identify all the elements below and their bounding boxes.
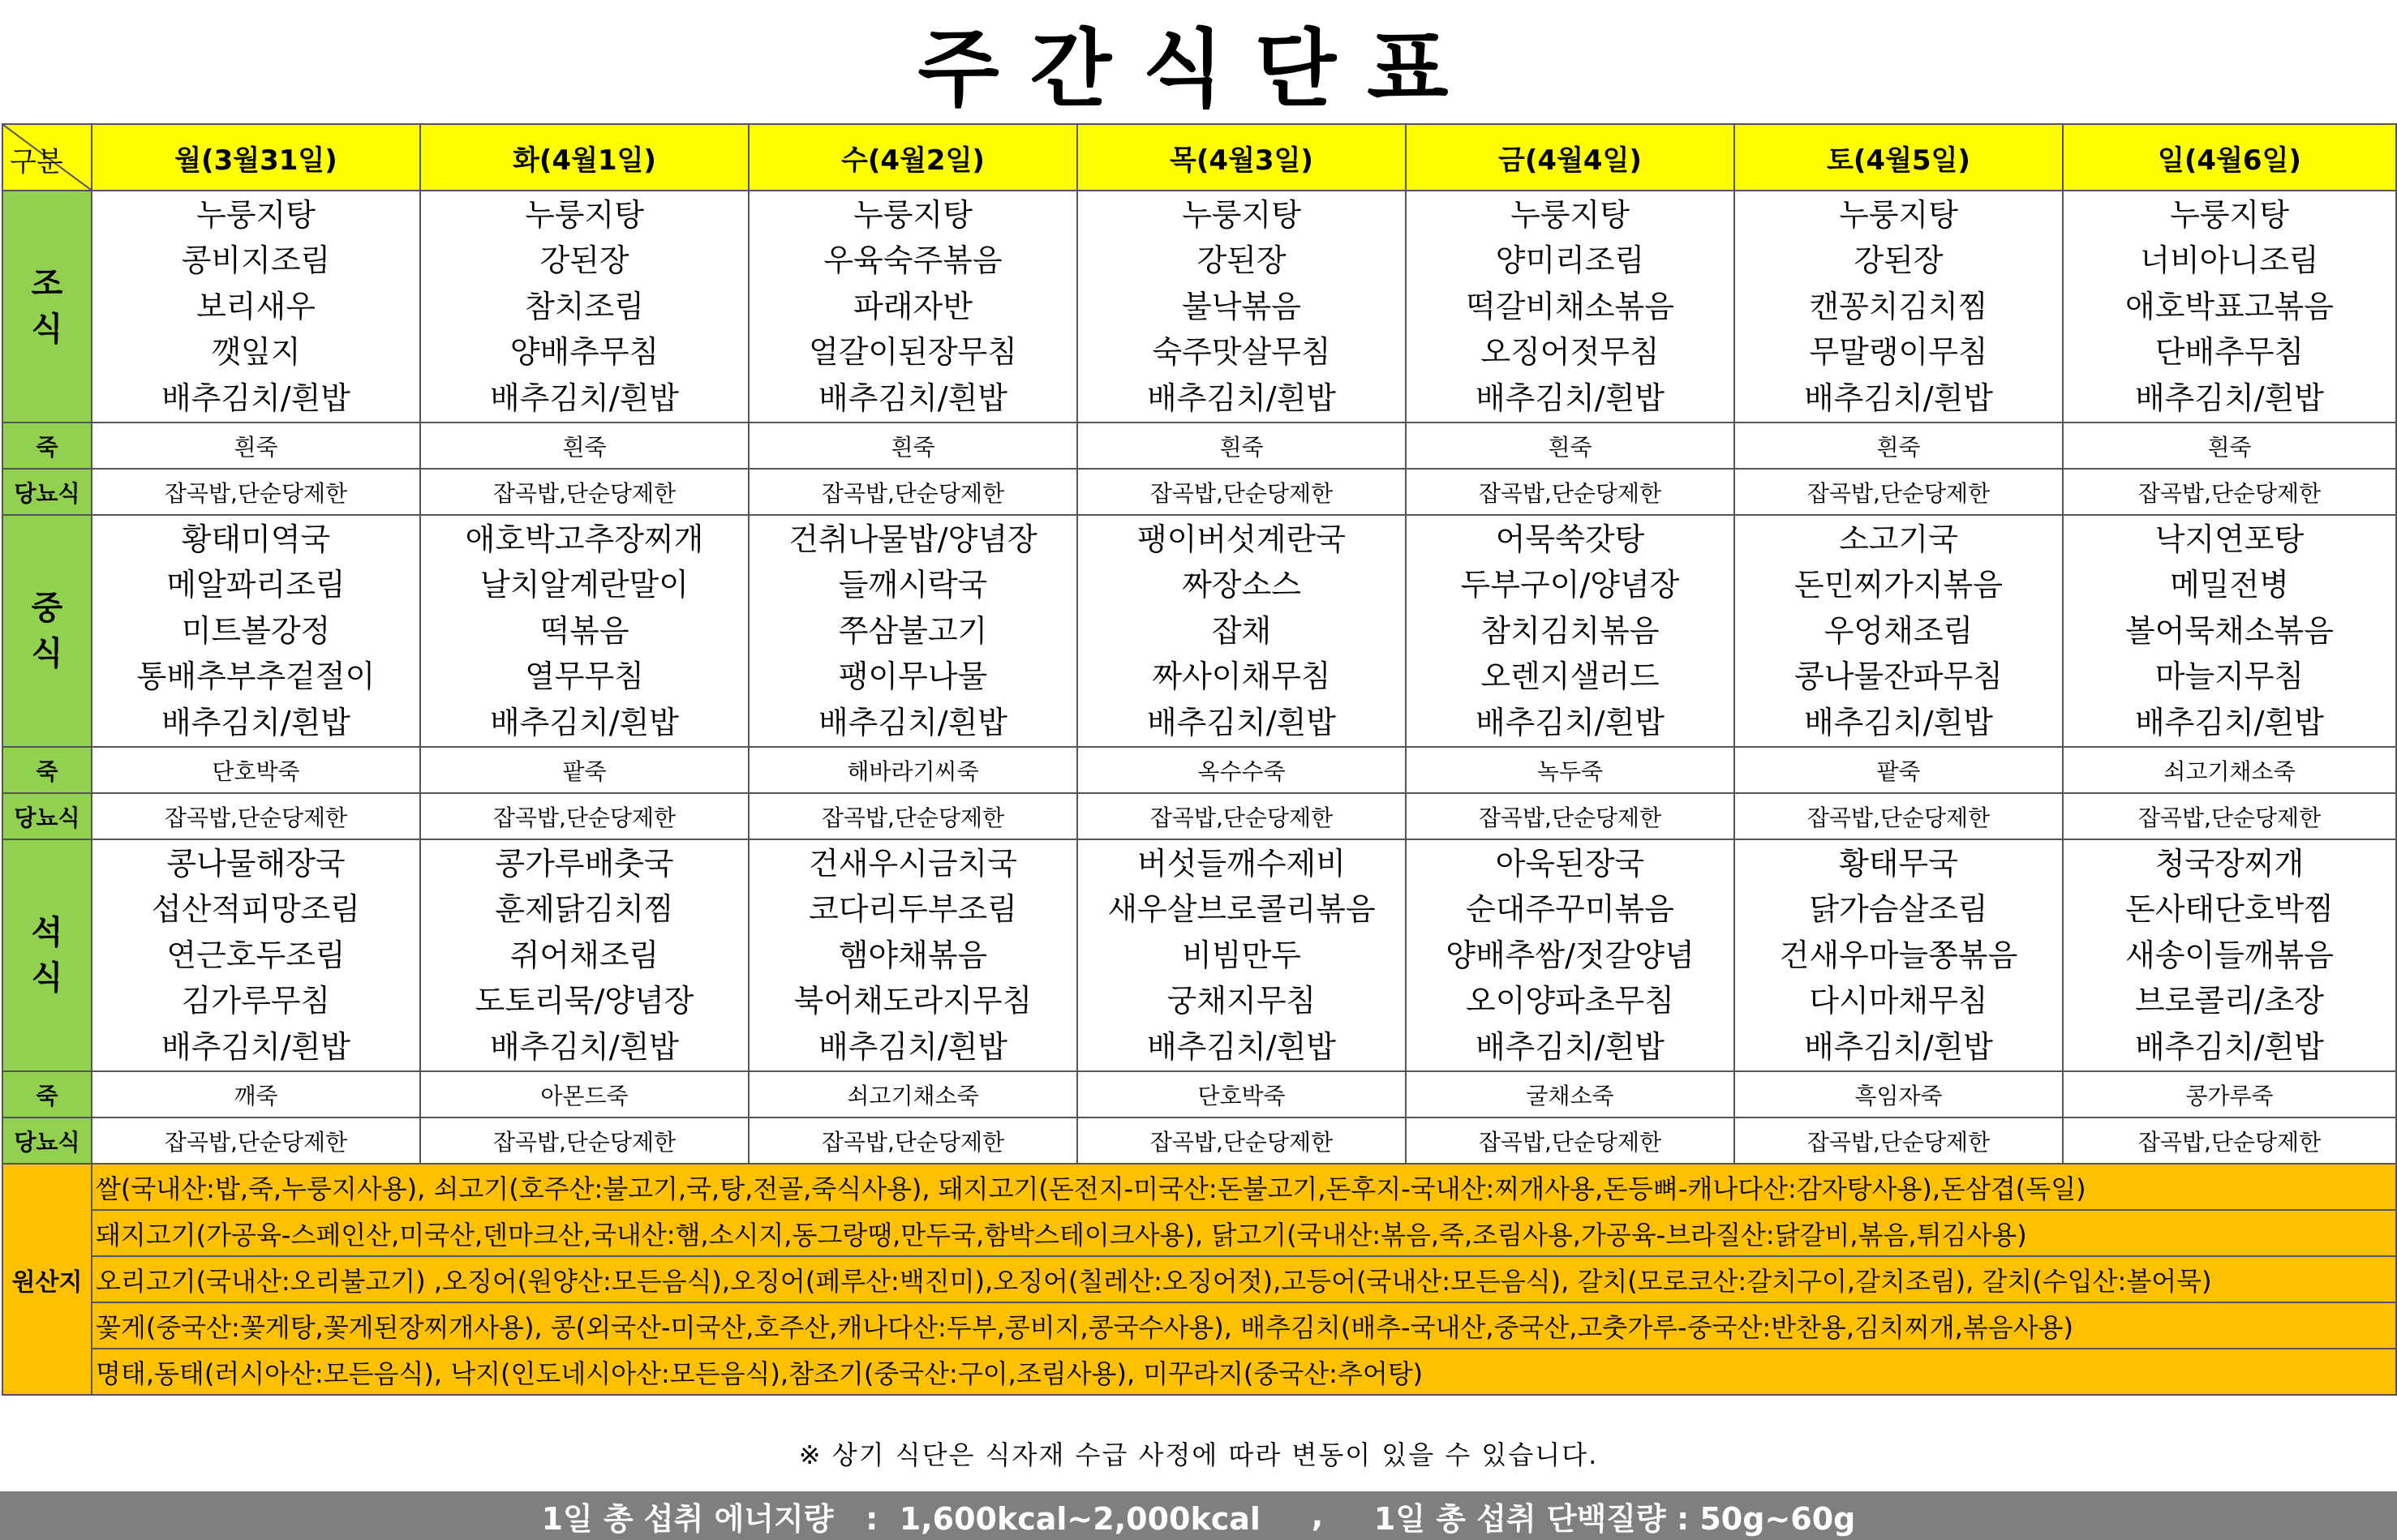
breakfast-menu-cell	[749, 191, 1077, 423]
menu-item: 두부구이/양념장	[1460, 567, 1680, 603]
menu-item: 캔꽁치김치찜	[1809, 288, 1988, 324]
breakfast-label-char: 식	[31, 311, 63, 348]
origin-line: 돼지고기(가공육-스페인산,미국산,덴마크산,국내산:햄,소시지,동그랑땡,만두국,함박스테이크사용), 닭고기(국내산:볶음,죽,조림사용,가공육-브라질산:닭갈비,볶음,튀김사용)	[92, 1210, 2396, 1256]
menu-item: 참치조림	[525, 288, 644, 324]
dinner-row	[2, 839, 2396, 1071]
day-header: 금(4월4일)	[1406, 124, 1734, 191]
menu-item: 강된장	[1196, 242, 1287, 279]
origin-row	[2, 1164, 2396, 1210]
menu-item: 통배추부추겉절이	[136, 658, 376, 695]
diabetic-cell: 잡곡밥,단순당제한	[1734, 469, 2063, 515]
menu-item: 청국장찌개	[2154, 845, 2305, 882]
porridge-cell: 흰죽	[1734, 423, 2063, 469]
menu-item: 짜장소스	[1182, 567, 1301, 603]
menu-item: 양배추무침	[509, 334, 659, 371]
menu-item: 미트볼강정	[181, 612, 331, 649]
menu-item: 우엉채조림	[1824, 612, 1974, 649]
page-title: 주간식단표	[917, 19, 1480, 118]
origin-row	[2, 1302, 2396, 1349]
menu-item: 떡볶음	[539, 612, 629, 649]
menu-item: 훈제닭김치찜	[495, 891, 674, 928]
menu-item: 배추김치/흰밥	[1475, 704, 1665, 740]
menu-item: 파래자반	[853, 288, 973, 324]
porridge-cell: 흰죽	[2063, 423, 2396, 469]
menu-item: 배추김치/흰밥	[489, 704, 680, 740]
menu-item: 배추김치/흰밥	[1475, 380, 1665, 416]
menu-item: 양미리조림	[1495, 242, 1645, 279]
diabetic-cell: 잡곡밥,단순당제한	[2063, 793, 2396, 839]
menu-item: 소고기국	[1839, 521, 1958, 557]
dinner-label-char: 석	[31, 914, 63, 951]
lunch-menu-cell	[1406, 515, 1734, 747]
diabetic-cell: 잡곡밥,단순당제한	[749, 469, 1077, 515]
menu-item: 누룽지탕	[1510, 196, 1630, 233]
menu-item: 쥐어채조림	[509, 937, 659, 973]
porridge-cell: 깨죽	[92, 1071, 420, 1117]
diabetic-label: 당뇨식	[2, 469, 92, 515]
origin-label: 원산지	[2, 1164, 92, 1395]
menu-item: 누룽지탕	[853, 196, 973, 233]
origin-line: 오리고기(국내산:오리불고기) ,오징어(원양산:모든음식),오징어(페루산:백진미),오징어(칠레산:오징어젓),고등어(국내산:모든음식), 갈치(모로코산:갈치구이,갈치조림), 갈치(수입산:볼어묵)	[92, 1256, 2396, 1302]
breakfast-menu-cell	[1734, 191, 2063, 423]
menu-item: 돈민찌가지볶음	[1794, 567, 2003, 603]
menu-item: 콩가루배춧국	[495, 845, 674, 882]
dinner-menu-cell	[1734, 839, 2063, 1071]
menu-item: 배추김치/흰밥	[161, 704, 351, 740]
diabetic-cell: 잡곡밥,단순당제한	[92, 469, 420, 515]
breakfast-menu-cell	[420, 191, 749, 423]
lunch-menu-cell	[1734, 515, 2063, 747]
menu-item: 날치알계란말이	[480, 567, 689, 603]
dinner-diabetic-row	[2, 1117, 2396, 1164]
menu-item: 깻잎지	[211, 334, 301, 371]
lunch-label-char: 중	[31, 590, 63, 627]
porridge-cell: 팥죽	[1734, 747, 2063, 793]
dinner-menu-cell	[92, 839, 420, 1071]
origin-line: 꽃게(중국산:꽃게탕,꽃게된장찌개사용), 콩(외국산-미국산,호주산,캐나다산:두부,콩비지,콩국수사용), 배추김치(배추-국내산,중국산,고춧가루-중국산:반찬용,김치찌개,볶음사용)	[92, 1302, 2396, 1349]
menu-item: 배추김치/흰밥	[489, 380, 680, 416]
porridge-cell: 흰죽	[92, 423, 420, 469]
dinner-menu-cell	[749, 839, 1077, 1071]
nutrition-footer	[0, 1491, 2397, 1540]
diabetic-cell: 잡곡밥,단순당제한	[749, 793, 1077, 839]
menu-item: 누룽지탕	[196, 196, 316, 233]
diabetic-label: 당뇨식	[2, 793, 92, 839]
header-row	[2, 124, 2396, 191]
corner-cell	[2, 124, 92, 191]
origin-row	[2, 1256, 2396, 1302]
porridge-label: 죽	[2, 747, 92, 793]
menu-item: 잡채	[1211, 612, 1272, 649]
day-header: 일(4월6일)	[2063, 124, 2396, 191]
corner-label: 구분	[10, 146, 63, 178]
menu-item: 어묵쑥갓탕	[1495, 521, 1645, 557]
menu-item: 배추김치/흰밥	[1475, 1028, 1665, 1065]
porridge-cell: 흰죽	[749, 423, 1077, 469]
menu-item: 북어채도라지무침	[793, 983, 1033, 1019]
porridge-cell: 쇠고기채소죽	[2063, 747, 2396, 793]
lunch-menu-cell	[1077, 515, 1406, 747]
origin-row	[2, 1349, 2396, 1395]
menu-item: 배추김치/흰밥	[2134, 704, 2325, 740]
menu-item: 팽이무나물	[838, 658, 988, 695]
lunch-menu-cell	[92, 515, 420, 747]
diabetic-cell: 잡곡밥,단순당제한	[1077, 793, 1406, 839]
menu-item: 콩비지조림	[181, 242, 331, 279]
dinner-menu-cell	[1406, 839, 1734, 1071]
day-header: 목(4월3일)	[1077, 124, 1406, 191]
diabetic-cell: 잡곡밥,단순당제한	[1077, 469, 1406, 515]
menu-item: 배추김치/흰밥	[2134, 380, 2325, 416]
day-header: 월(3월31일)	[92, 124, 420, 191]
diabetic-cell: 잡곡밥,단순당제한	[420, 469, 749, 515]
menu-item: 강된장	[1854, 242, 1944, 279]
menu-item: 볼어묵채소볶음	[2125, 612, 2334, 649]
menu-item: 떡갈비채소볶음	[1466, 288, 1674, 324]
menu-item: 팽이버섯계란국	[1137, 521, 1346, 557]
menu-item: 보리새우	[196, 288, 316, 324]
menu-item: 열무무침	[525, 658, 644, 695]
menu-item: 순대주꾸미볶음	[1466, 891, 1674, 928]
menu-item: 누룽지탕	[1182, 196, 1301, 233]
diabetic-cell: 잡곡밥,단순당제한	[1406, 1117, 1734, 1164]
breakfast-row	[2, 191, 2396, 423]
menu-table	[2, 123, 2397, 1396]
menu-item: 돈사태단호박찜	[2125, 891, 2334, 928]
menu-item: 마늘지무침	[2154, 658, 2305, 695]
menu-item: 햄야채볶음	[838, 937, 988, 973]
menu-item: 들깨시락국	[838, 567, 988, 603]
porridge-cell: 흰죽	[1406, 423, 1734, 469]
menu-item: 무말랭이무침	[1809, 334, 1988, 371]
diabetic-cell: 잡곡밥,단순당제한	[1406, 469, 1734, 515]
diabetic-label: 당뇨식	[2, 1117, 92, 1164]
menu-item: 오징어젓무침	[1480, 334, 1660, 371]
protein-info: 1일 총 섭취 단백질량 : 50g~60g	[1373, 1500, 1856, 1537]
breakfast-diabetic-row	[2, 469, 2396, 515]
porridge-label: 죽	[2, 1071, 92, 1117]
porridge-cell: 흑임자죽	[1734, 1071, 2063, 1117]
porridge-cell: 팥죽	[420, 747, 749, 793]
menu-item: 황태미역국	[181, 521, 331, 557]
menu-item: 건새우마늘쫑볶음	[1779, 937, 2018, 973]
menu-item: 배추김치/흰밥	[1803, 380, 1994, 416]
porridge-cell: 흰죽	[420, 423, 749, 469]
day-header: 수(4월2일)	[749, 124, 1077, 191]
porridge-cell: 아몬드죽	[420, 1071, 749, 1117]
diabetic-cell: 잡곡밥,단순당제한	[749, 1117, 1077, 1164]
diabetic-cell: 잡곡밥,단순당제한	[420, 793, 749, 839]
menu-item: 누룽지탕	[1839, 196, 1958, 233]
lunch-menu-cell	[2063, 515, 2396, 747]
diabetic-cell: 잡곡밥,단순당제한	[2063, 469, 2396, 515]
menu-item: 배추김치/흰밥	[818, 380, 1008, 416]
lunch-menu-cell	[420, 515, 749, 747]
menu-item: 콩나물잔파무침	[1794, 658, 2003, 695]
menu-item: 섭산적피망조림	[152, 891, 360, 928]
menu-item: 건새우시금치국	[809, 845, 1017, 882]
menu-item: 배추김치/흰밥	[161, 380, 351, 416]
menu-item: 연근호두조림	[166, 937, 346, 973]
menu-item: 새송이들깨볶음	[2125, 937, 2334, 973]
lunch-label-char: 식	[31, 635, 63, 672]
origin-row	[2, 1210, 2396, 1256]
origin-line: 명태,동태(러시아산:모든음식), 낙지(인도네시아산:모든음식),참조기(중국산:구이,조림사용), 미꾸라지(중국산:추어탕)	[92, 1349, 2396, 1395]
porridge-cell: 쇠고기채소죽	[749, 1071, 1077, 1117]
menu-item: 오렌지샐러드	[1480, 658, 1660, 695]
menu-item: 아욱된장국	[1495, 845, 1645, 882]
menu-item: 브로콜리/초장	[2134, 983, 2325, 1019]
dinner-menu-cell	[2063, 839, 2396, 1071]
menu-item: 누룽지탕	[525, 196, 644, 233]
menu-item: 다시마채무침	[1809, 983, 1988, 1019]
menu-item: 단배추무침	[2154, 334, 2305, 371]
breakfast-menu-cell	[2063, 191, 2396, 423]
porridge-cell: 해바라기씨죽	[749, 747, 1077, 793]
diabetic-cell: 잡곡밥,단순당제한	[1406, 793, 1734, 839]
menu-item: 콩나물해장국	[166, 845, 346, 882]
menu-item: 배추김치/흰밥	[1146, 704, 1337, 740]
day-header: 토(4월5일)	[1734, 124, 2063, 191]
diabetic-cell: 잡곡밥,단순당제한	[1077, 1117, 1406, 1164]
porridge-cell: 단호박죽	[92, 747, 420, 793]
menu-item: 누룽지탕	[2170, 196, 2289, 233]
menu-item: 건취나물밥/양념장	[788, 521, 1037, 557]
dinner-label-char: 식	[31, 959, 63, 997]
porridge-cell: 단호박죽	[1077, 1071, 1406, 1117]
menu-item: 불낙볶음	[1182, 288, 1301, 324]
menu-item: 너비아니조림	[2140, 242, 2319, 279]
menu-item: 강된장	[539, 242, 629, 279]
menu-item: 메알꽈리조림	[166, 567, 346, 603]
breakfast-menu-cell	[92, 191, 420, 423]
lunch-menu-cell	[749, 515, 1077, 747]
menu-item: 오이양파초무침	[1466, 983, 1674, 1019]
menu-item: 배추김치/흰밥	[1146, 380, 1337, 416]
menu-item: 배추김치/흰밥	[161, 1028, 351, 1065]
menu-item: 닭가슴살조림	[1809, 891, 1988, 928]
porridge-cell: 흰죽	[1077, 423, 1406, 469]
origin-line: 쌀(국내산:밥,죽,누룽지사용), 쇠고기(호주산:불고기,국,탕,전골,죽식사용), 돼지고기(돈전지-미국산:돈불고기,돈후지-국내산:찌개사용,돈등뼈-캐나다산:감자탕사용),돈삼겹(독일)	[92, 1164, 2396, 1210]
breakfast-menu-cell	[1077, 191, 1406, 423]
menu-item: 낙지연포탕	[2154, 521, 2305, 557]
menu-item: 짜사이채무침	[1152, 658, 1331, 695]
menu-item: 숙주맛살무침	[1152, 334, 1331, 371]
dinner-porridge-row	[2, 1071, 2396, 1117]
menu-item: 쭈삼불고기	[838, 612, 988, 649]
porridge-cell: 콩가루죽	[2063, 1071, 2396, 1117]
menu-item: 애호박표고볶음	[2125, 288, 2334, 324]
energy-info: 1일 총 섭취 에너지량 : 1,600kcal~2,000kcal	[541, 1500, 1261, 1537]
porridge-cell: 녹두죽	[1406, 747, 1734, 793]
porridge-cell: 옥수수죽	[1077, 747, 1406, 793]
menu-item: 배추김치/흰밥	[818, 704, 1008, 740]
menu-item: 도토리묵/양념장	[475, 983, 694, 1019]
diabetic-cell: 잡곡밥,단순당제한	[92, 1117, 420, 1164]
menu-item: 배추김치/흰밥	[1803, 1028, 1994, 1065]
breakfast-porridge-row	[2, 423, 2396, 469]
menu-item: 황태무국	[1839, 845, 1958, 882]
notice-text: ※ 상기 식단은 식자재 수급 사정에 따라 변동이 있을 수 있습니다.	[798, 1439, 1599, 1470]
porridge-label: 죽	[2, 423, 92, 469]
dinner-label	[2, 839, 92, 1071]
menu-item: 배추김치/흰밥	[2134, 1028, 2325, 1065]
menu-item: 애호박고추장찌개	[465, 521, 704, 557]
dinner-menu-cell	[1077, 839, 1406, 1071]
menu-item: 배추김치/흰밥	[1146, 1028, 1337, 1065]
breakfast-menu-cell	[1406, 191, 1734, 423]
menu-item: 김가루무침	[181, 983, 331, 1019]
menu-item: 비빔만두	[1182, 937, 1301, 973]
lunch-diabetic-row	[2, 793, 2396, 839]
lunch-row	[2, 515, 2396, 747]
menu-item: 참치김치볶음	[1480, 612, 1660, 649]
breakfast-label-char: 조	[31, 265, 63, 302]
lunch-label	[2, 515, 92, 747]
menu-item: 메밀전병	[2170, 567, 2289, 603]
porridge-cell: 굴채소죽	[1406, 1071, 1734, 1117]
diabetic-cell: 잡곡밥,단순당제한	[2063, 1117, 2396, 1164]
breakfast-label	[2, 191, 92, 423]
menu-item: 새우살브로콜리볶음	[1107, 891, 1376, 928]
diabetic-cell: 잡곡밥,단순당제한	[1734, 1117, 2063, 1164]
menu-item: 코다리두부조림	[809, 891, 1017, 928]
diabetic-cell: 잡곡밥,단순당제한	[1734, 793, 2063, 839]
menu-item: 얼갈이된장무침	[809, 334, 1017, 371]
footer-separator: ,	[1311, 1498, 1324, 1534]
menu-item: 배추김치/흰밥	[1803, 704, 1994, 740]
menu-item: 배추김치/흰밥	[489, 1028, 680, 1065]
dinner-menu-cell	[420, 839, 749, 1071]
lunch-porridge-row	[2, 747, 2396, 793]
menu-item: 우육숙주볶음	[823, 242, 1003, 279]
menu-item: 양배추쌈/젓갈양념	[1446, 937, 1695, 973]
menu-item: 버섯들깨수제비	[1137, 845, 1346, 882]
menu-item: 배추김치/흰밥	[818, 1028, 1008, 1065]
diabetic-cell: 잡곡밥,단순당제한	[92, 793, 420, 839]
menu-item: 궁채지무침	[1166, 983, 1317, 1019]
day-header: 화(4월1일)	[420, 124, 749, 191]
diabetic-cell: 잡곡밥,단순당제한	[420, 1117, 749, 1164]
